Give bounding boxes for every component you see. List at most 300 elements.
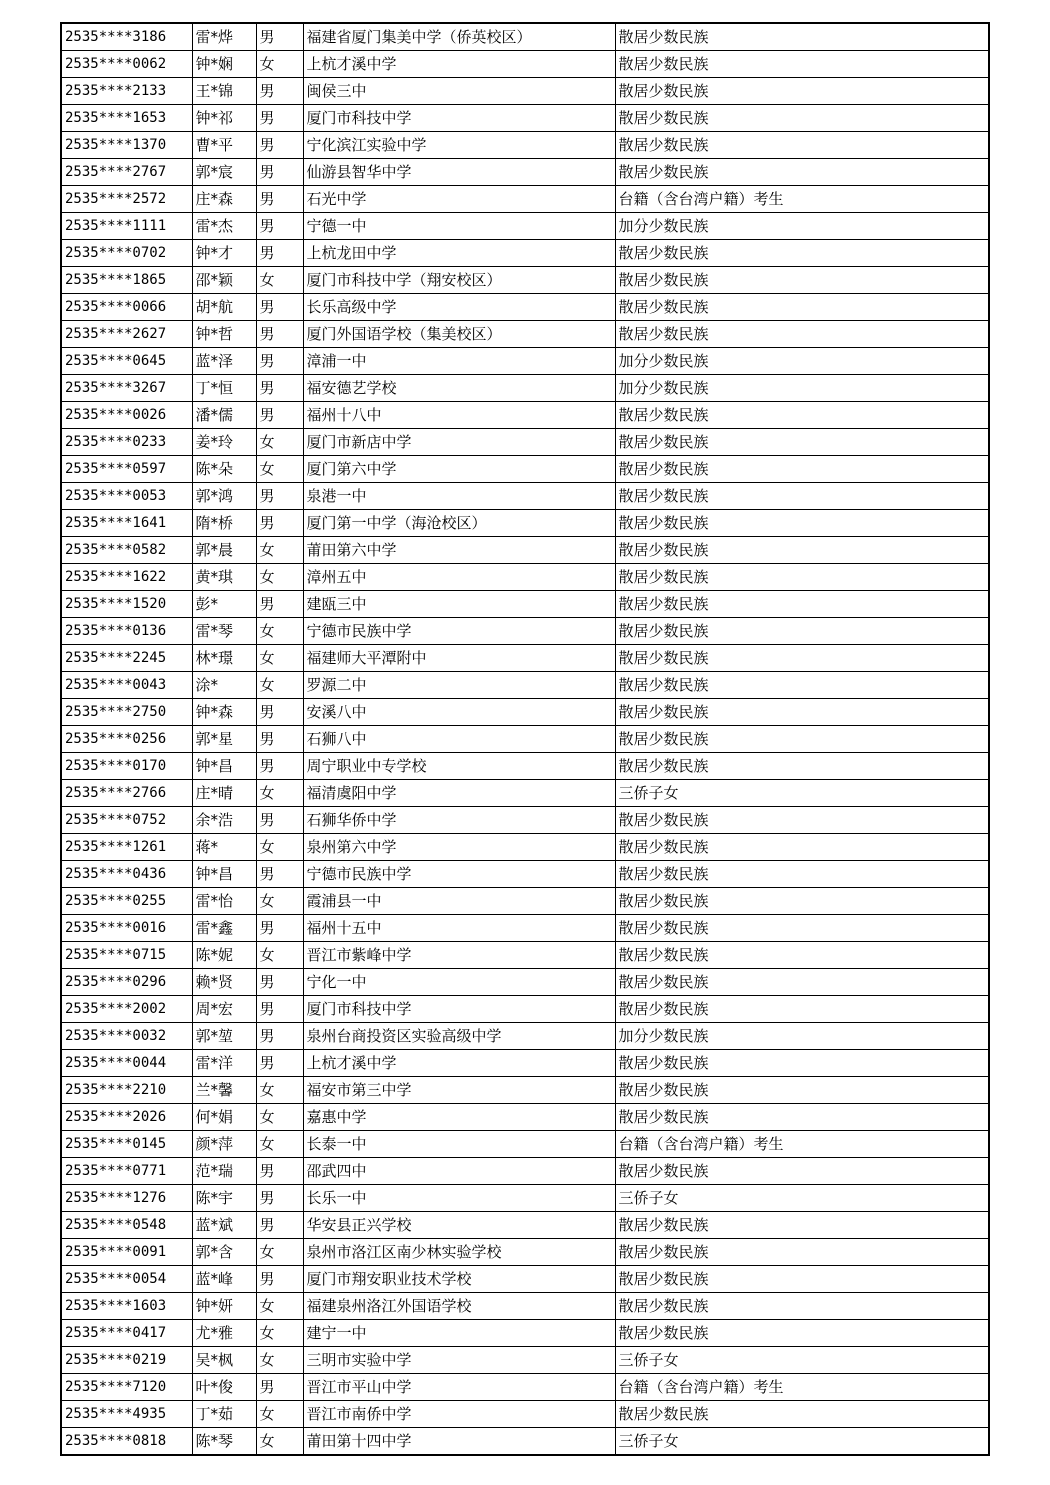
gender-cell: 男 — [256, 807, 303, 834]
gender-cell: 女 — [256, 1077, 303, 1104]
student-name-cell: 丁*恒 — [192, 375, 256, 402]
table-row — [61, 1050, 989, 1077]
gender-cell: 男 — [256, 483, 303, 510]
gender-cell: 女 — [256, 1347, 303, 1374]
category-cell: 散居少数民族 — [615, 132, 989, 159]
table-row — [61, 591, 989, 618]
student-name-cell: 尤*雅 — [192, 1320, 256, 1347]
student-name-cell: 雷*琴 — [192, 618, 256, 645]
table-row — [61, 1266, 989, 1293]
category-cell: 散居少数民族 — [615, 23, 989, 51]
gender-cell: 男 — [256, 510, 303, 537]
school-cell: 长乐高级中学 — [303, 294, 615, 321]
student-name-cell: 赖*贤 — [192, 969, 256, 996]
gender-cell: 男 — [256, 159, 303, 186]
school-cell: 长乐一中 — [303, 1185, 615, 1212]
student-name-cell: 姜*玲 — [192, 429, 256, 456]
category-cell: 散居少数民族 — [615, 807, 989, 834]
table-row — [61, 402, 989, 429]
table-row — [61, 1320, 989, 1347]
school-cell: 晋江市南侨中学 — [303, 1401, 615, 1428]
gender-cell: 女 — [256, 51, 303, 78]
school-cell: 福州十八中 — [303, 402, 615, 429]
school-cell: 福州十五中 — [303, 915, 615, 942]
category-cell: 散居少数民族 — [615, 537, 989, 564]
gender-cell: 男 — [256, 105, 303, 132]
category-cell: 散居少数民族 — [615, 294, 989, 321]
exam-number-cell: 2535****2767 — [61, 159, 192, 186]
school-cell: 霞浦县一中 — [303, 888, 615, 915]
category-cell: 散居少数民族 — [615, 996, 989, 1023]
gender-cell: 男 — [256, 294, 303, 321]
student-name-cell: 陈*宇 — [192, 1185, 256, 1212]
student-name-cell: 颜*萍 — [192, 1131, 256, 1158]
exam-number-cell: 2535****0044 — [61, 1050, 192, 1077]
school-cell: 厦门市科技中学 — [303, 996, 615, 1023]
table-row — [61, 645, 989, 672]
table-row — [61, 456, 989, 483]
exam-number-cell: 2535****3186 — [61, 23, 192, 51]
school-cell: 建瓯三中 — [303, 591, 615, 618]
school-cell: 宁德市民族中学 — [303, 618, 615, 645]
exam-number-cell: 2535****0066 — [61, 294, 192, 321]
exam-number-cell: 2535****0043 — [61, 672, 192, 699]
school-cell: 泉州第六中学 — [303, 834, 615, 861]
school-cell: 福清虞阳中学 — [303, 780, 615, 807]
table-row — [61, 429, 989, 456]
category-cell: 散居少数民族 — [615, 726, 989, 753]
gender-cell: 男 — [256, 969, 303, 996]
school-cell: 上杭才溪中学 — [303, 51, 615, 78]
exam-number-cell: 2535****0016 — [61, 915, 192, 942]
table-row — [61, 537, 989, 564]
student-name-cell: 郭*宸 — [192, 159, 256, 186]
table-row — [61, 510, 989, 537]
exam-number-cell: 2535****0032 — [61, 1023, 192, 1050]
gender-cell: 男 — [256, 78, 303, 105]
category-cell: 散居少数民族 — [615, 861, 989, 888]
student-name-cell: 钟*森 — [192, 699, 256, 726]
category-cell: 台籍（含台湾户籍）考生 — [615, 1131, 989, 1158]
category-cell: 散居少数民族 — [615, 915, 989, 942]
exam-number-cell: 2535****2210 — [61, 1077, 192, 1104]
exam-number-cell: 2535****0255 — [61, 888, 192, 915]
gender-cell: 男 — [256, 132, 303, 159]
gender-cell: 男 — [256, 1266, 303, 1293]
school-cell: 福建省厦门集美中学（侨英校区） — [303, 23, 615, 51]
category-cell: 散居少数民族 — [615, 402, 989, 429]
category-cell: 加分少数民族 — [615, 1023, 989, 1050]
category-cell: 散居少数民族 — [615, 942, 989, 969]
exam-number-cell: 2535****0233 — [61, 429, 192, 456]
gender-cell: 女 — [256, 1131, 303, 1158]
table-row — [61, 1131, 989, 1158]
exam-number-cell: 2535****1261 — [61, 834, 192, 861]
student-name-cell: 郭*含 — [192, 1239, 256, 1266]
category-cell: 散居少数民族 — [615, 591, 989, 618]
gender-cell: 男 — [256, 402, 303, 429]
student-name-cell: 郭*堃 — [192, 1023, 256, 1050]
exam-number-cell: 2535****0597 — [61, 456, 192, 483]
table-row — [61, 267, 989, 294]
category-cell: 散居少数民族 — [615, 267, 989, 294]
student-name-cell: 雷*鑫 — [192, 915, 256, 942]
school-cell: 泉州台商投资区实验高级中学 — [303, 1023, 615, 1050]
category-cell: 三侨子女 — [615, 1185, 989, 1212]
school-cell: 上杭才溪中学 — [303, 1050, 615, 1077]
exam-number-cell: 2535****1520 — [61, 591, 192, 618]
student-name-cell: 周*宏 — [192, 996, 256, 1023]
exam-number-cell: 2535****2245 — [61, 645, 192, 672]
student-name-cell: 邵*颖 — [192, 267, 256, 294]
school-cell: 上杭龙田中学 — [303, 240, 615, 267]
category-cell: 加分少数民族 — [615, 213, 989, 240]
exam-number-cell: 2535****2750 — [61, 699, 192, 726]
student-name-cell: 陈*妮 — [192, 942, 256, 969]
category-cell: 加分少数民族 — [615, 348, 989, 375]
table-row — [61, 564, 989, 591]
category-cell: 散居少数民族 — [615, 834, 989, 861]
table-row — [61, 834, 989, 861]
gender-cell: 女 — [256, 537, 303, 564]
student-name-cell: 余*浩 — [192, 807, 256, 834]
category-cell: 三侨子女 — [615, 780, 989, 807]
exam-number-cell: 2535****3267 — [61, 375, 192, 402]
category-cell: 散居少数民族 — [615, 1104, 989, 1131]
gender-cell: 男 — [256, 1050, 303, 1077]
student-name-cell: 蓝*峰 — [192, 1266, 256, 1293]
table-row — [61, 294, 989, 321]
school-cell: 石狮华侨中学 — [303, 807, 615, 834]
school-cell: 厦门外国语学校（集美校区） — [303, 321, 615, 348]
student-name-cell: 黄*琪 — [192, 564, 256, 591]
student-name-cell: 钟*昌 — [192, 861, 256, 888]
school-cell: 厦门市翔安职业技术学校 — [303, 1266, 615, 1293]
table-row — [61, 1158, 989, 1185]
category-cell: 散居少数民族 — [615, 1050, 989, 1077]
category-cell: 散居少数民族 — [615, 1212, 989, 1239]
gender-cell: 男 — [256, 1158, 303, 1185]
category-cell: 散居少数民族 — [615, 645, 989, 672]
school-cell: 邵武四中 — [303, 1158, 615, 1185]
category-cell: 散居少数民族 — [615, 105, 989, 132]
school-cell: 石光中学 — [303, 186, 615, 213]
category-cell: 加分少数民族 — [615, 375, 989, 402]
exam-number-cell: 2535****2572 — [61, 186, 192, 213]
student-name-cell: 钟*才 — [192, 240, 256, 267]
gender-cell: 男 — [256, 186, 303, 213]
exam-number-cell: 2535****2002 — [61, 996, 192, 1023]
school-cell: 三明市实验中学 — [303, 1347, 615, 1374]
gender-cell: 女 — [256, 1239, 303, 1266]
exam-number-cell: 2535****0219 — [61, 1347, 192, 1374]
table-row — [61, 1104, 989, 1131]
category-cell: 散居少数民族 — [615, 672, 989, 699]
category-cell: 散居少数民族 — [615, 1401, 989, 1428]
category-cell: 散居少数民族 — [615, 321, 989, 348]
exam-number-cell: 2535****0145 — [61, 1131, 192, 1158]
gender-cell: 女 — [256, 942, 303, 969]
exam-number-cell: 2535****1370 — [61, 132, 192, 159]
school-cell: 晋江市紫峰中学 — [303, 942, 615, 969]
student-name-cell: 范*瑞 — [192, 1158, 256, 1185]
table-row — [61, 1347, 989, 1374]
school-cell: 漳州五中 — [303, 564, 615, 591]
table-row — [61, 240, 989, 267]
category-cell: 散居少数民族 — [615, 159, 989, 186]
school-cell: 宁化一中 — [303, 969, 615, 996]
student-name-cell: 陈*朵 — [192, 456, 256, 483]
table-row — [61, 861, 989, 888]
school-cell: 厦门第一中学（海沧校区） — [303, 510, 615, 537]
table-row — [61, 753, 989, 780]
school-cell: 厦门市新店中学 — [303, 429, 615, 456]
gender-cell: 男 — [256, 1185, 303, 1212]
exam-number-cell: 2535****2627 — [61, 321, 192, 348]
exam-number-cell: 2535****2766 — [61, 780, 192, 807]
school-cell: 长泰一中 — [303, 1131, 615, 1158]
category-cell: 散居少数民族 — [615, 1266, 989, 1293]
table-row — [61, 699, 989, 726]
category-cell: 散居少数民族 — [615, 699, 989, 726]
student-name-cell: 蒋* — [192, 834, 256, 861]
gender-cell: 女 — [256, 1293, 303, 1320]
table-row — [61, 915, 989, 942]
table-row — [61, 618, 989, 645]
gender-cell: 女 — [256, 834, 303, 861]
exam-number-cell: 2535****2133 — [61, 78, 192, 105]
exam-number-cell: 2535****1865 — [61, 267, 192, 294]
student-name-cell: 潘*儒 — [192, 402, 256, 429]
exam-number-cell: 2535****0053 — [61, 483, 192, 510]
exam-number-cell: 2535****0256 — [61, 726, 192, 753]
school-cell: 福建师大平潭附中 — [303, 645, 615, 672]
school-cell: 厦门第六中学 — [303, 456, 615, 483]
student-name-cell: 曹*平 — [192, 132, 256, 159]
table-row — [61, 1077, 989, 1104]
student-name-cell: 涂* — [192, 672, 256, 699]
student-name-cell: 钟*祁 — [192, 105, 256, 132]
student-name-cell: 庄*晴 — [192, 780, 256, 807]
student-name-cell: 雷*怡 — [192, 888, 256, 915]
exam-number-cell: 2535****0296 — [61, 969, 192, 996]
gender-cell: 男 — [256, 213, 303, 240]
gender-cell: 男 — [256, 240, 303, 267]
exam-number-cell: 2535****4935 — [61, 1401, 192, 1428]
school-cell: 莆田第六中学 — [303, 537, 615, 564]
gender-cell: 女 — [256, 1320, 303, 1347]
category-cell: 散居少数民族 — [615, 753, 989, 780]
exam-number-cell: 2535****0136 — [61, 618, 192, 645]
table-row — [61, 1293, 989, 1320]
exam-number-cell: 2535****0771 — [61, 1158, 192, 1185]
gender-cell: 女 — [256, 1428, 303, 1456]
exam-number-cell: 2535****0417 — [61, 1320, 192, 1347]
school-cell: 福建泉州洛江外国语学校 — [303, 1293, 615, 1320]
exam-number-cell: 2535****0715 — [61, 942, 192, 969]
school-cell: 福安市第三中学 — [303, 1077, 615, 1104]
gender-cell: 女 — [256, 645, 303, 672]
student-name-cell: 何*娟 — [192, 1104, 256, 1131]
gender-cell: 男 — [256, 699, 303, 726]
category-cell: 散居少数民族 — [615, 1293, 989, 1320]
category-cell: 三侨子女 — [615, 1347, 989, 1374]
student-name-cell: 蓝*泽 — [192, 348, 256, 375]
gender-cell: 男 — [256, 726, 303, 753]
category-cell: 三侨子女 — [615, 1428, 989, 1456]
table-row — [61, 1428, 989, 1456]
category-cell: 散居少数民族 — [615, 510, 989, 537]
exam-number-cell: 2535****7120 — [61, 1374, 192, 1401]
exam-number-cell: 2535****0436 — [61, 861, 192, 888]
table-row — [61, 1374, 989, 1401]
gender-cell: 女 — [256, 267, 303, 294]
gender-cell: 男 — [256, 1212, 303, 1239]
gender-cell: 女 — [256, 429, 303, 456]
exam-number-cell: 2535****0054 — [61, 1266, 192, 1293]
exam-number-cell: 2535****1276 — [61, 1185, 192, 1212]
student-name-cell: 吴*枫 — [192, 1347, 256, 1374]
student-name-cell: 王*锦 — [192, 78, 256, 105]
school-cell: 泉州市洛江区南少林实验学校 — [303, 1239, 615, 1266]
table-row — [61, 105, 989, 132]
category-cell: 散居少数民族 — [615, 1239, 989, 1266]
gender-cell: 男 — [256, 591, 303, 618]
gender-cell: 女 — [256, 456, 303, 483]
exam-number-cell: 2535****1653 — [61, 105, 192, 132]
gender-cell: 女 — [256, 888, 303, 915]
gender-cell: 男 — [256, 915, 303, 942]
gender-cell: 男 — [256, 861, 303, 888]
table-row — [61, 23, 989, 51]
exam-number-cell: 2535****2026 — [61, 1104, 192, 1131]
gender-cell: 男 — [256, 321, 303, 348]
category-cell: 散居少数民族 — [615, 1158, 989, 1185]
category-cell: 散居少数民族 — [615, 51, 989, 78]
exam-number-cell: 2535****0170 — [61, 753, 192, 780]
exam-number-cell: 2535****0752 — [61, 807, 192, 834]
table-row — [61, 1401, 989, 1428]
school-cell: 宁德一中 — [303, 213, 615, 240]
gender-cell: 女 — [256, 564, 303, 591]
student-name-cell: 郭*鸿 — [192, 483, 256, 510]
school-cell: 闽侯三中 — [303, 78, 615, 105]
gender-cell: 女 — [256, 618, 303, 645]
school-cell: 嘉惠中学 — [303, 1104, 615, 1131]
exam-number-cell: 2535****1641 — [61, 510, 192, 537]
student-name-cell: 蓝*斌 — [192, 1212, 256, 1239]
exam-number-cell: 2535****0818 — [61, 1428, 192, 1456]
table-row — [61, 483, 989, 510]
gender-cell: 男 — [256, 348, 303, 375]
exam-number-cell: 2535****1622 — [61, 564, 192, 591]
student-name-cell: 丁*茹 — [192, 1401, 256, 1428]
student-name-cell: 彭* — [192, 591, 256, 618]
gender-cell: 男 — [256, 1374, 303, 1401]
table-row — [61, 213, 989, 240]
school-cell: 华安县正兴学校 — [303, 1212, 615, 1239]
gender-cell: 女 — [256, 780, 303, 807]
table-row — [61, 726, 989, 753]
exam-number-cell: 2535****0702 — [61, 240, 192, 267]
table-row — [61, 1185, 989, 1212]
exam-number-cell: 2535****0582 — [61, 537, 192, 564]
gender-cell: 女 — [256, 1401, 303, 1428]
gender-cell: 男 — [256, 1023, 303, 1050]
student-name-cell: 陈*琴 — [192, 1428, 256, 1456]
table-row — [61, 672, 989, 699]
school-cell: 石狮八中 — [303, 726, 615, 753]
school-cell: 宁德市民族中学 — [303, 861, 615, 888]
school-cell: 晋江市平山中学 — [303, 1374, 615, 1401]
exam-number-cell: 2535****1111 — [61, 213, 192, 240]
student-name-cell: 郭*星 — [192, 726, 256, 753]
table-row — [61, 996, 989, 1023]
table-row — [61, 807, 989, 834]
exam-number-cell: 2535****0062 — [61, 51, 192, 78]
category-cell: 散居少数民族 — [615, 564, 989, 591]
table-row — [61, 888, 989, 915]
table-row — [61, 1023, 989, 1050]
table-row — [61, 132, 989, 159]
student-name-cell: 林*璟 — [192, 645, 256, 672]
category-cell: 散居少数民族 — [615, 240, 989, 267]
candidate-table — [60, 22, 990, 1456]
table-row — [61, 321, 989, 348]
student-name-cell: 郭*晨 — [192, 537, 256, 564]
gender-cell: 男 — [256, 753, 303, 780]
student-name-cell: 钟*妍 — [192, 1293, 256, 1320]
category-cell: 散居少数民族 — [615, 78, 989, 105]
table-row — [61, 1239, 989, 1266]
student-name-cell: 钟*昌 — [192, 753, 256, 780]
category-cell: 散居少数民族 — [615, 1077, 989, 1104]
exam-number-cell: 2535****0645 — [61, 348, 192, 375]
category-cell: 散居少数民族 — [615, 456, 989, 483]
category-cell: 散居少数民族 — [615, 888, 989, 915]
school-cell: 厦门市科技中学 — [303, 105, 615, 132]
student-name-cell: 叶*俊 — [192, 1374, 256, 1401]
school-cell: 宁化滨江实验中学 — [303, 132, 615, 159]
table-row — [61, 969, 989, 996]
school-cell: 泉港一中 — [303, 483, 615, 510]
gender-cell: 女 — [256, 672, 303, 699]
student-name-cell: 胡*航 — [192, 294, 256, 321]
table-row — [61, 348, 989, 375]
exam-number-cell: 2535****0091 — [61, 1239, 192, 1266]
student-name-cell: 隋*桥 — [192, 510, 256, 537]
school-cell: 罗源二中 — [303, 672, 615, 699]
table-row — [61, 1212, 989, 1239]
gender-cell: 男 — [256, 375, 303, 402]
table-row — [61, 159, 989, 186]
school-cell: 建宁一中 — [303, 1320, 615, 1347]
student-name-cell: 雷*杰 — [192, 213, 256, 240]
student-name-cell: 兰*馨 — [192, 1077, 256, 1104]
category-cell: 散居少数民族 — [615, 429, 989, 456]
school-cell: 厦门市科技中学（翔安校区） — [303, 267, 615, 294]
table-row — [61, 942, 989, 969]
school-cell: 仙游县智华中学 — [303, 159, 615, 186]
school-cell: 安溪八中 — [303, 699, 615, 726]
school-cell: 漳浦一中 — [303, 348, 615, 375]
category-cell: 台籍（含台湾户籍）考生 — [615, 186, 989, 213]
student-name-cell: 钟*娴 — [192, 51, 256, 78]
school-cell: 莆田第十四中学 — [303, 1428, 615, 1456]
exam-number-cell: 2535****0026 — [61, 402, 192, 429]
student-name-cell: 雷*烨 — [192, 23, 256, 51]
student-name-cell: 庄*森 — [192, 186, 256, 213]
